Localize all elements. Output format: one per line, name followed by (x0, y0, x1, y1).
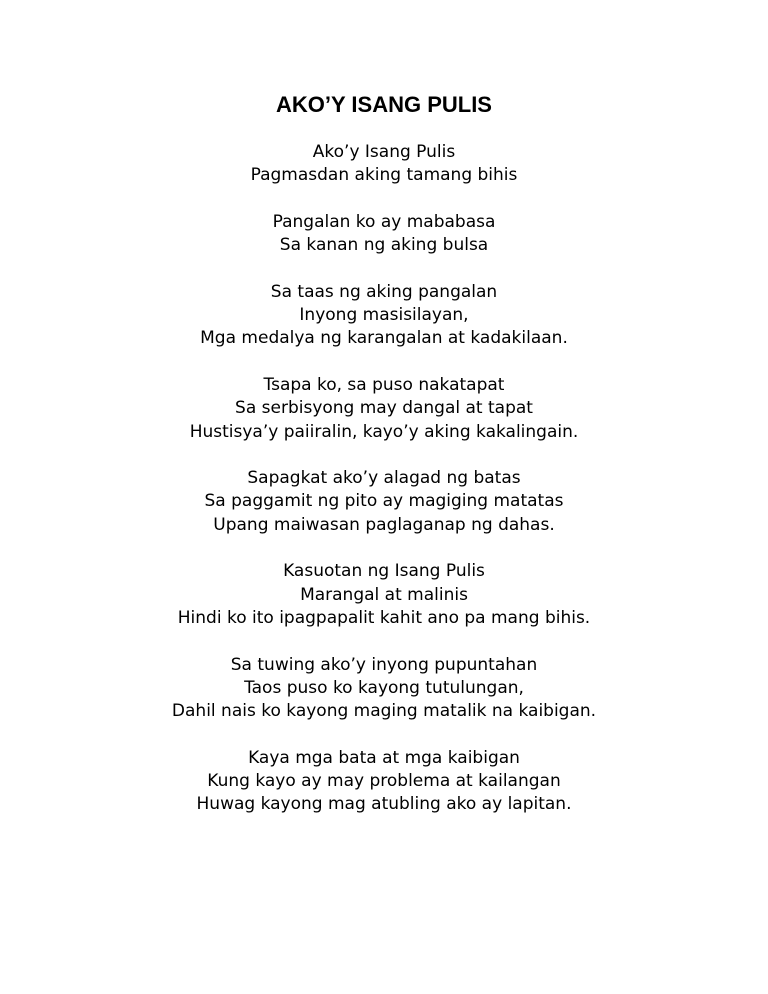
poem-line: Sa tuwing ako’y inyong pupuntahan (230, 654, 538, 675)
poem-line: Sapagkat ako’y alagad ng batas (247, 468, 521, 489)
stanza-4 (0, 374, 768, 444)
poem-line: Huwag kayong mag atubling ako ay lapitan. (196, 794, 572, 815)
stanza-1 (0, 141, 768, 188)
poem-title: AKO’Y ISANG PULIS (276, 92, 492, 117)
stanza-3 (0, 281, 768, 351)
poem-line: Tsapa ko, sa puso nakatapat (263, 374, 505, 395)
poem-line: Pagmasdan aking tamang bihis (250, 165, 518, 186)
poem-line: Sa kanan ng aking bulsa (279, 235, 489, 256)
poem-line: Marangal at malinis (300, 584, 468, 605)
poem-line: Upang maiwasan paglaganap ng dahas. (213, 514, 555, 535)
poem-line: Sa serbisyong may dangal at tapat (235, 398, 533, 419)
poem-line: Inyong masisilayan, (299, 305, 469, 326)
poem-line: Ako’y Isang Pulis (312, 142, 456, 162)
poem-line: Dahil nais ko kayong maging matalik na kaibigan. (171, 701, 597, 722)
poem-line: Pangalan ko ay mababasa (272, 211, 496, 232)
stanza-6 (0, 560, 768, 630)
stanza-8 (0, 747, 768, 817)
poem-line: Kasuotan ng Isang Pulis (283, 561, 485, 582)
poem-line: Kaya mga bata at mga kaibigan (248, 747, 520, 768)
poem-line: Hustisya’y paiiralin, kayo’y aking kakalingain. (189, 421, 579, 442)
stanza-2 (0, 211, 768, 258)
stanza-7 (0, 654, 768, 724)
poem-line: Sa paggamit ng pito ay magiging matatas (204, 491, 564, 512)
poem-line: Mga medalya ng karangalan at kadakilaan. (200, 328, 568, 349)
poem-line: Sa taas ng aking pangalan (270, 281, 498, 302)
stanza-5 (0, 467, 768, 537)
poem-line: Hindi ko ito ipagpapalit kahit ano pa mang bihis. (177, 607, 591, 628)
poem-line: Taos puso ko kayong tutulungan, (244, 677, 524, 698)
poem-body (0, 141, 768, 840)
poem-line: Kung kayo ay may problema at kailangan (207, 771, 561, 792)
